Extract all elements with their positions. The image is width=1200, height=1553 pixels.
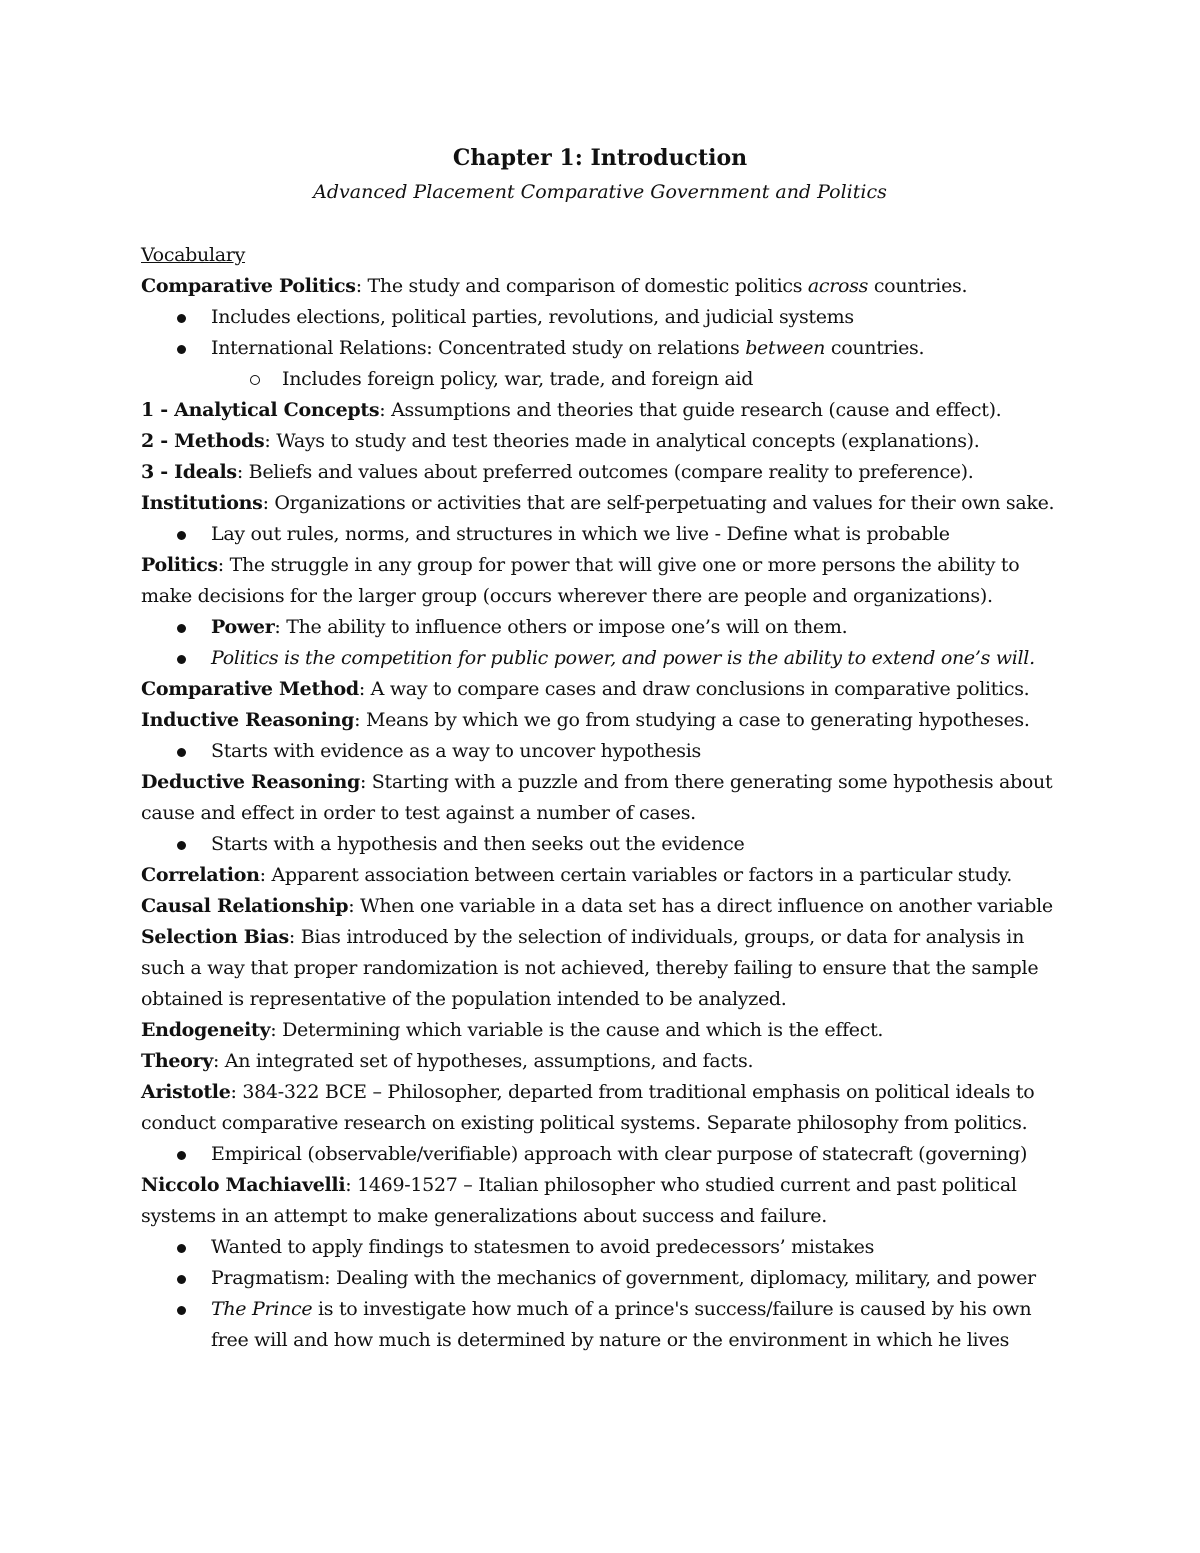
entry-term: Endogeneity [141, 1019, 271, 1041]
entry-institutions [141, 488, 1061, 519]
entry-term: Comparative Method [141, 678, 359, 700]
entry-theory [141, 1046, 1061, 1077]
hollow-bullet-icon [250, 375, 260, 385]
bullet-icon [177, 314, 186, 323]
list-item [141, 333, 1061, 364]
entry-politics [141, 550, 1061, 612]
list-item [141, 612, 1061, 643]
entry-term: Theory [141, 1050, 213, 1072]
entry-definition: : Apparent association between certain variables or factors in a particular study. [259, 864, 1012, 886]
list-item-term: Power [211, 616, 275, 638]
page-subtitle: Advanced Placement Comparative Government and Politics [313, 181, 887, 203]
list-item-text: Empirical (observable/verifiable) approach with clear purpose of statecraft (governing) [211, 1143, 1028, 1165]
bullet-icon [177, 345, 186, 354]
sub-list-item-text: Includes foreign policy, war, trade, and foreign aid [282, 368, 754, 390]
entry-term: Deductive Reasoning [141, 771, 360, 793]
entry-definition: : A way to compare cases and draw conclusions in comparative politics. [358, 678, 1030, 700]
list-item [141, 736, 1061, 767]
bullet-icon [177, 748, 186, 757]
entry-definition: : An integrated set of hypotheses, assumptions, and facts. [212, 1050, 754, 1072]
list-item-text: is to investigate how much of a prince's success/failure is caused by his own free will and how much is determined by nature or the environment in which he lives [211, 1298, 1032, 1351]
entry-definition: : Beliefs and values about preferred outcomes (compare reality to preference). [236, 461, 974, 483]
entry-term: Politics [141, 554, 218, 576]
bullet-icon [177, 841, 186, 850]
list-item-text: International Relations: Concentrated study on relations [211, 337, 746, 359]
list-item [141, 643, 1061, 674]
entry-methods [141, 426, 1061, 457]
entry-definition: : Ways to study and test theories made in analytical concepts (explanations). [264, 430, 980, 452]
entry-term: Inductive Reasoning [141, 709, 355, 731]
list-item-text: : The ability to influence others or impose one’s will on them. [274, 616, 848, 638]
entry-definition: : Organizations or activities that are self-perpetuating and values for their own sake. [262, 492, 1055, 514]
entry-definition: : The struggle in any group for power that will give one or more persons the ability to make decisions for the larger group (occurs wherever there are people and organizations). [141, 554, 1020, 607]
entry-comparative-method [141, 674, 1061, 705]
bullet-icon [177, 531, 186, 540]
entry-definition-emphasis: across [807, 275, 869, 297]
entry-term: Aristotle [141, 1081, 231, 1103]
bullet-icon [177, 1275, 186, 1284]
list-item-text: Wanted to apply findings to statesmen to avoid predecessors’ mistakes [211, 1236, 875, 1258]
bullet-icon [177, 1151, 186, 1160]
entry-ideals [141, 457, 1061, 488]
entry-term: Comparative Politics [141, 275, 356, 297]
list-item [141, 1139, 1061, 1170]
document-body [141, 240, 1061, 1356]
list-item-text: Politics is the competition for public power, and power is the ability to extend one’s will. [211, 647, 1035, 669]
entry-correlation [141, 860, 1061, 891]
bullet-icon [177, 624, 186, 633]
list-item [141, 519, 1061, 550]
entry-term: 3 - Ideals [141, 461, 237, 483]
entry-causal-relationship [141, 891, 1061, 922]
entry-term: Selection Bias [141, 926, 289, 948]
bullet-icon [177, 655, 186, 664]
entry-term: Correlation [141, 864, 260, 886]
entry-definition: : When one variable in a data set has a direct influence on another variable [348, 895, 1053, 917]
entry-endogeneity [141, 1015, 1061, 1046]
list-item [141, 1232, 1061, 1263]
entry-term: Institutions [141, 492, 263, 514]
entry-definition: : The study and comparison of domestic politics [355, 275, 808, 297]
entry-definition-end: countries. [868, 275, 968, 297]
list-item-text: Starts with a hypothesis and then seeks out the evidence [211, 833, 745, 855]
entry-selection-bias [141, 922, 1061, 1015]
entry-definition: : Bias introduced by the selection of individuals, groups, or data for analysis in such a way that proper randomization is not achieved, thereby failing to ensure that the sample obtained is representative of the population intended to be analyzed. [141, 926, 1039, 1010]
entry-definition: : 1469-1527 – Italian philosopher who studied current and past political systems in an attempt to make generalizations about success and failure. [141, 1174, 1017, 1227]
list-item-emphasis: between [745, 337, 826, 359]
entry-term: 2 - Methods [141, 430, 265, 452]
list-item-text: Lay out rules, norms, and structures in which we live - Define what is probable [211, 523, 950, 545]
list-item-emphasis: The Prince [211, 1298, 313, 1320]
bullet-icon [177, 1244, 186, 1253]
entry-term: Niccolo Machiavelli [141, 1174, 346, 1196]
list-item [141, 1294, 1061, 1356]
list-item-text-end: countries. [825, 337, 925, 359]
bullet-icon [177, 1306, 186, 1315]
entry-aristotle [141, 1077, 1061, 1139]
entry-definition: : Determining which variable is the cause and which is the effect. [270, 1019, 884, 1041]
entry-inductive-reasoning [141, 705, 1061, 736]
sub-list-item [141, 364, 1061, 395]
list-item [141, 302, 1061, 333]
entry-definition: : Means by which we go from studying a case to generating hypotheses. [354, 709, 1030, 731]
list-item-text: Pragmatism: Dealing with the mechanics of government, diplomacy, military, and power [211, 1267, 1036, 1289]
entry-analytical-concepts [141, 395, 1061, 426]
entry-definition: : Assumptions and theories that guide research (cause and effect). [379, 399, 1002, 421]
entry-deductive-reasoning [141, 767, 1061, 829]
list-item [141, 829, 1061, 860]
section-heading: Vocabulary [141, 244, 246, 266]
entry-term: Causal Relationship [141, 895, 349, 917]
list-item-text: Includes elections, political parties, revolutions, and judicial systems [211, 306, 854, 328]
entry-definition: : 384-322 BCE – Philosopher, departed from traditional emphasis on political ideals to conduct comparative research on existing political systems. Separate philosophy from politics. [141, 1081, 1035, 1134]
list-item-text: Starts with evidence as a way to uncover hypothesis [211, 740, 701, 762]
entry-definition: : Starting with a puzzle and from there generating some hypothesis about cause and effect in order to test against a number of cases. [141, 771, 1053, 824]
list-item [141, 1263, 1061, 1294]
entry-machiavelli [141, 1170, 1061, 1232]
entry-term: 1 - Analytical Concepts [141, 399, 380, 421]
page-title: Chapter 1: Introduction [452, 145, 748, 171]
entry-comparative-politics [141, 271, 1061, 302]
